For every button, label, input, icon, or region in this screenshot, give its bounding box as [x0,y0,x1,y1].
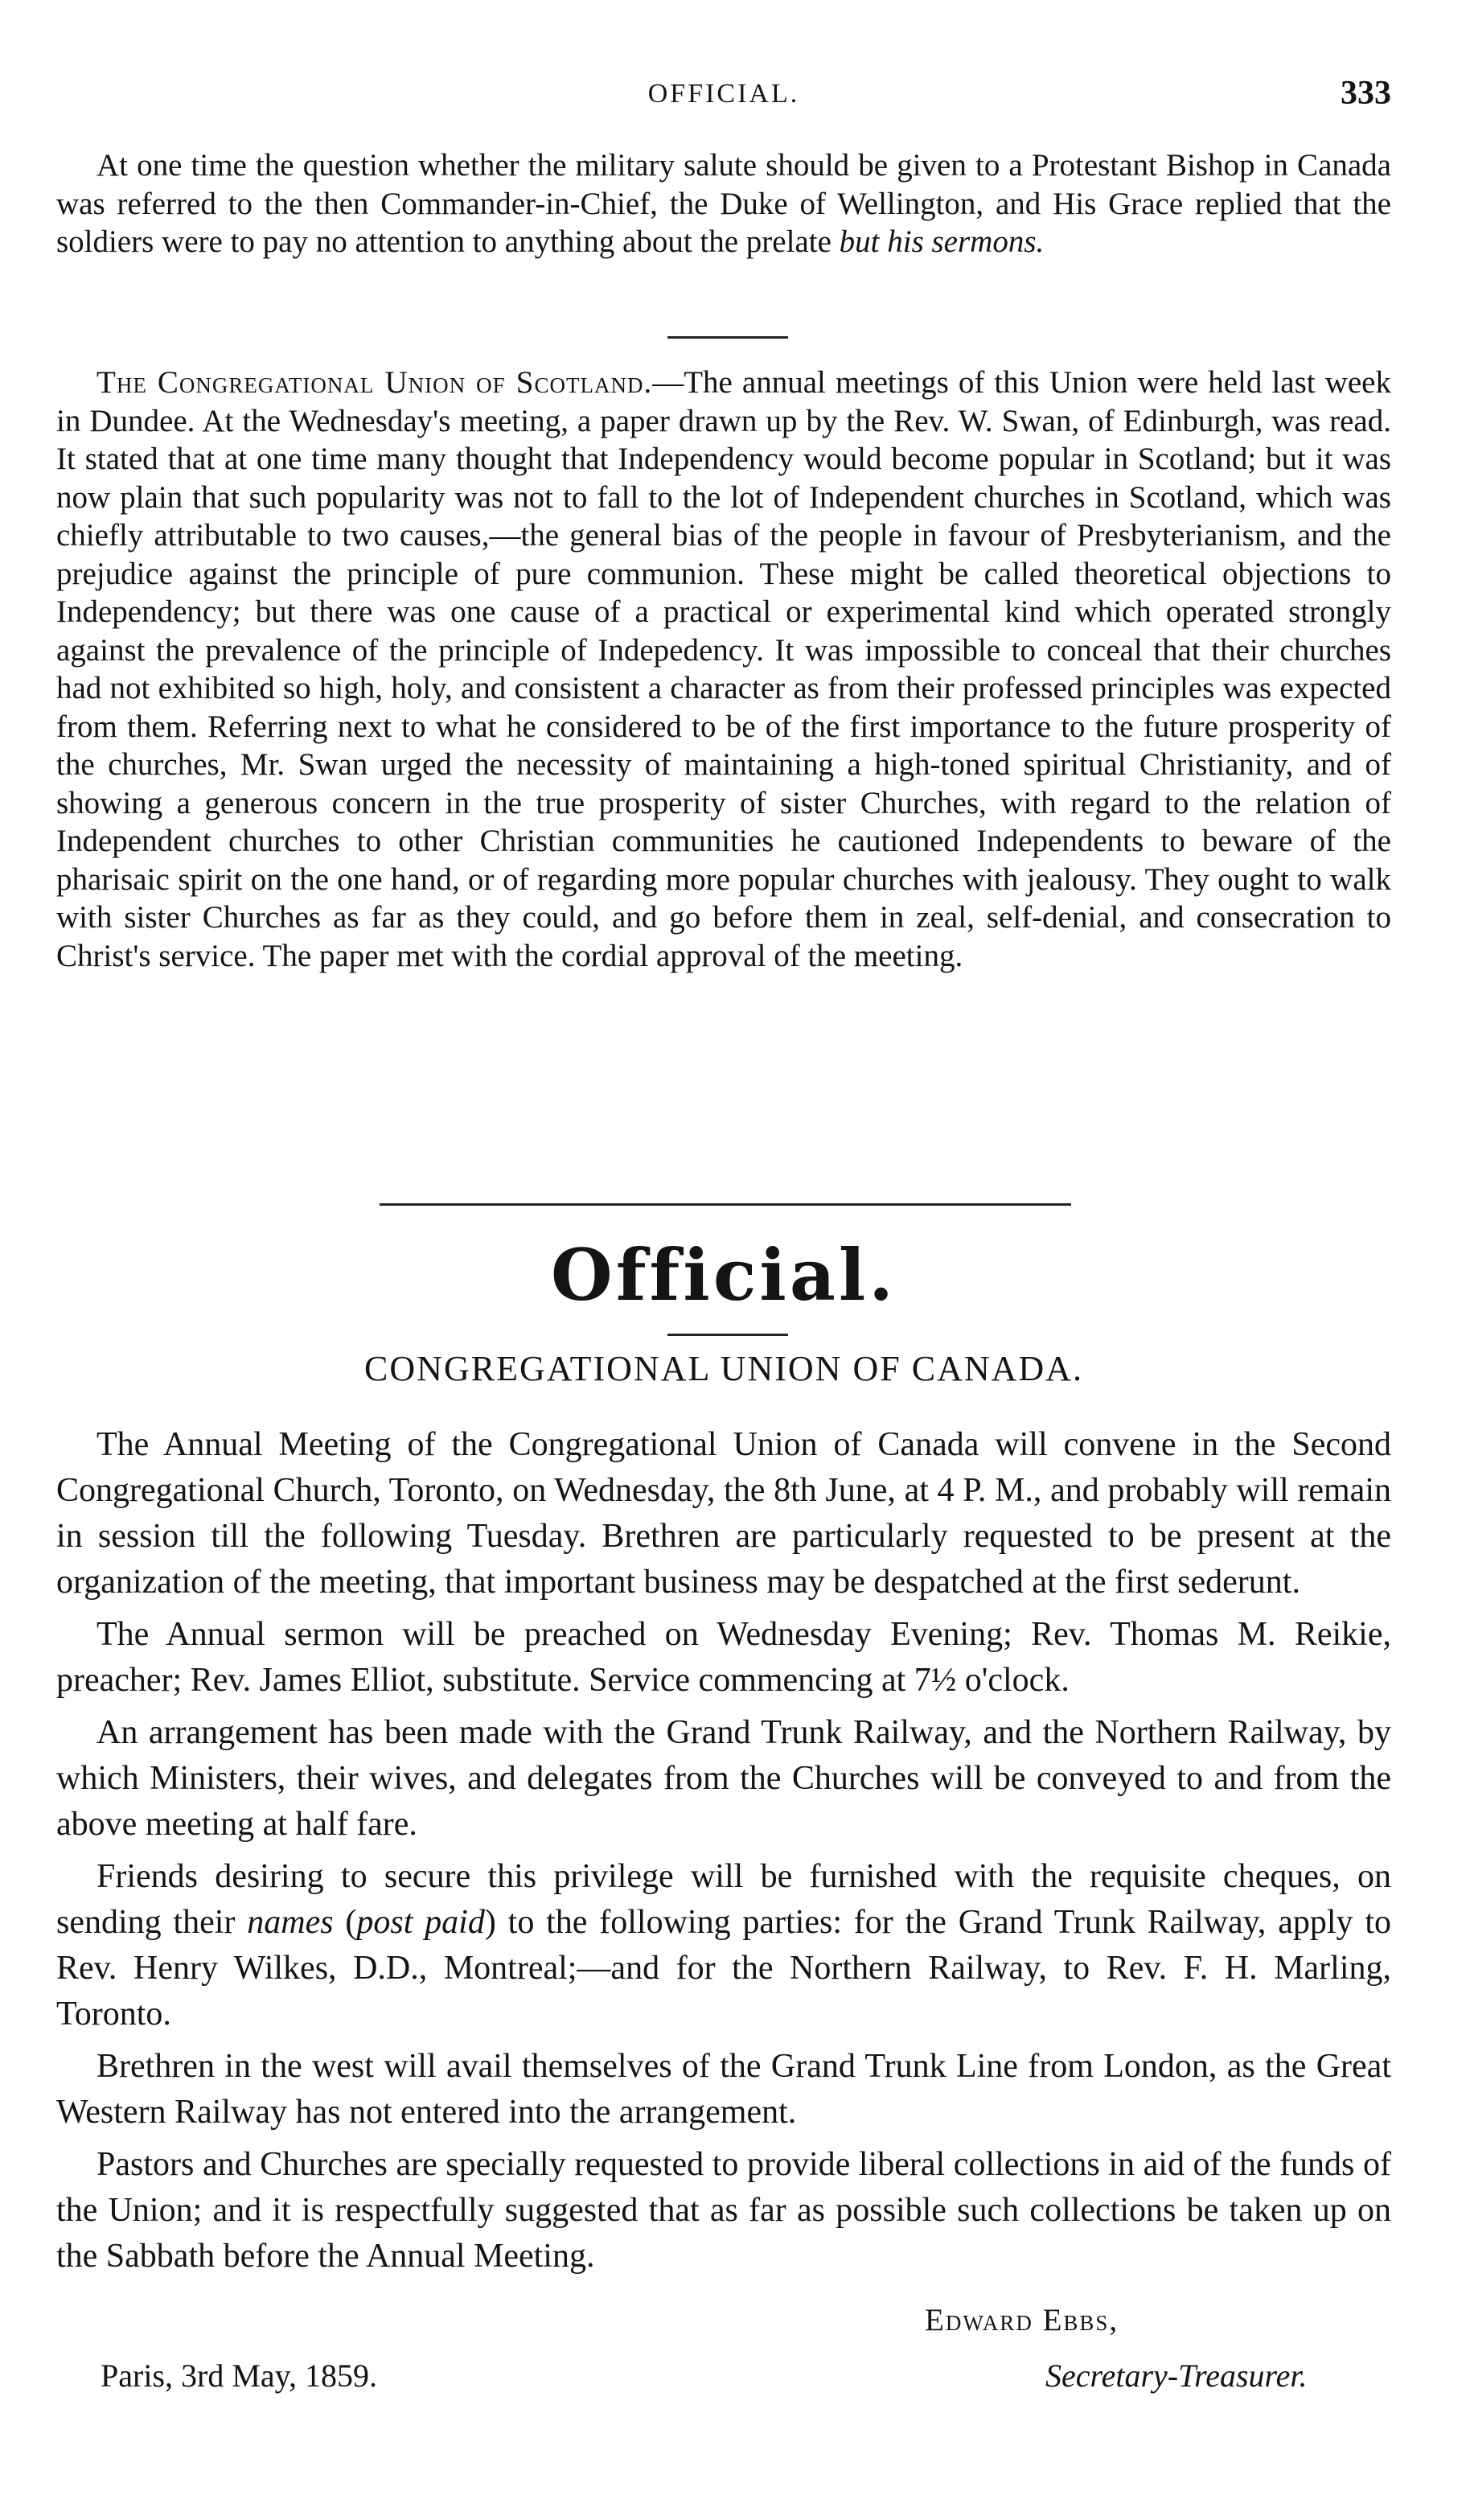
dateline: Paris, 3rd May, 1859. [101,2358,378,2394]
scotland-union-heading: The Congregational Union of Scotland. [96,365,653,400]
running-head [56,74,1391,122]
cheques-text-paren: ( [333,1904,357,1941]
short-divider-rule [667,336,788,339]
page-number: 333 [1341,75,1391,112]
cheques-text-end: ) to the following parties: for the Grand Trunk Railway, apply to Rev. Henry Wilkes, D.D., Montreal;—and for the Northern Railway, to Rev. F. H. Marling, Toronto. [56,1904,1391,2033]
signature-name: Edward Ebbs, [925,2303,1119,2337]
anecdote-emphasis: but his sermons. [839,224,1045,259]
notice-paragraph-sermon: The Annual sermon will be preached on Wednesday Evening; Rev. Thomas M. Reikie, preacher; Rev. James Elliot, substitute. Service commencing at 7½ o'clock. [56,1616,1391,1699]
section-divider-rule [380,1203,1071,1206]
anecdote-paragraph [56,146,1391,261]
cheques-emphasis-post-paid: post paid [356,1904,485,1941]
notice-paragraph-west: Brethren in the west will avail themselves of the Grand Trunk Line from London, as the Great Western Railway has not entered into the arrangement. [56,2048,1391,2131]
notice-paragraph-cheques [56,1854,1391,2037]
running-title: OFFICIAL. [647,79,800,109]
heading-underline-rule [667,1334,788,1336]
notice-paragraph-annual-meeting: The Annual Meeting of the Congregational Union of Canada will convene in the Second Congregational Church, Toronto, on Wednesday, the 8th June, at 4 P. M., and probably will remain in session till the following Tuesday. Brethren are particularly requested to be present at the organization of the meeting, that important business may be despatched at the first sederunt. [56,1426,1391,1601]
signature-title: Secretary-Treasurer. [1045,2358,1308,2394]
scotland-union-paragraph [56,364,1391,975]
subheading-congregational-union: CONGREGATIONAL UNION OF CANADA. [364,1349,1083,1388]
official-notice-body [56,1422,1391,2286]
scotland-union-text: —The annual meetings of this Union were held last week in Dundee. At the Wednesday's meeting, a paper drawn up by the Rev. W. Swan, of Edinburgh, was read. It stated that at one time many thought that Independency would become popular in Scotland; but it was now plain that such popularity was not to fall to the lot of Independent churches in Scotland, which was chiefly attributable to two causes,—the general bias of the people in favour of Presbyterianism, and the prejudice against the principle of pure communion. These might be called theoretical objections to Independency; but there was one cause of a practical or experimental kind which operated strongly against the prevalence of the principle of Indepedency. It was impossible to conceal that their churches had not exhibited so high, holy, and consistent a character as from their professed principles was expected from them. Referring next to what he considered to be of the first importance to the future prosperity of the churches, Mr. Swan urged the necessity of maintaining a high-toned spiritual Christianity, and of showing a generous concern in the true prosperity of sister Churches, with regard to the relation of Independent churches to other Christian communities he cautioned Independents to beware of the pharisaic spirit on the one hand, or of regarding more popular churches with jealousy. They ought to walk with sister Churches as far as they could, and go before them in zeal, self-denial, and consecration to Christ's service. The paper met with the cordial approval of the meeting. [56,365,1391,973]
cheques-emphasis-names: names [247,1904,334,1941]
anecdote-text: At one time the question whether the military salute should be given to a Protestant Bishop in Canada was referred to the then Commander-in-Chief, the Duke of Wellington, and His Grace replied that the soldiers were to pay no attention to anything about the prelate [56,148,1391,259]
cheques-text-start: Friends desiring to secure this privilege will be furnished with the requisite cheques, on sending their [56,1858,1391,1941]
section-heading-official: Official. [551,1233,897,1317]
notice-paragraph-railway: An arrangement has been made with the Grand Trunk Railway, and the Northern Railway, by which Ministers, their wives, and delegates from the Churches will be conveyed to and from the above meeting at half fare. [56,1714,1391,1843]
notice-paragraph-collections: Pastors and Churches are specially requested to provide liberal collections in aid of the funds of the Union; and it is respectfully suggested that as far as possible such collections be taken up on the Sabbath before the Annual Meeting. [56,2146,1391,2275]
